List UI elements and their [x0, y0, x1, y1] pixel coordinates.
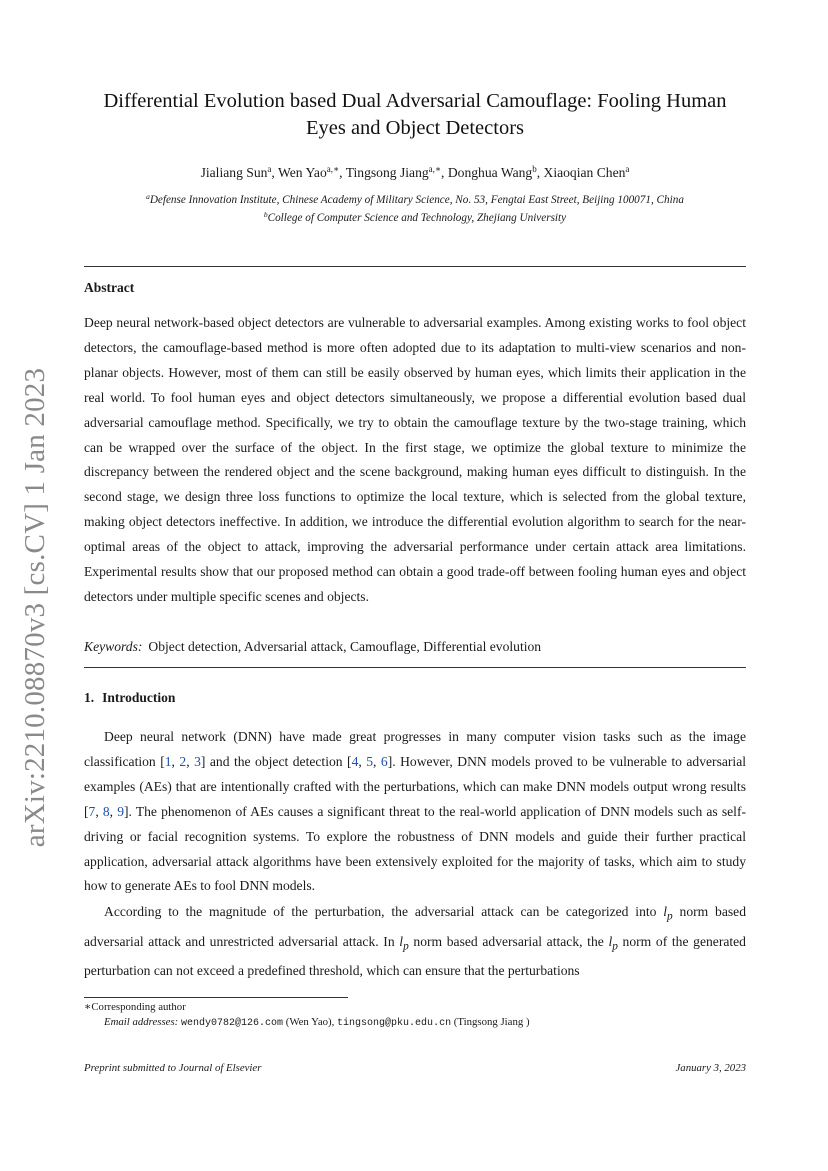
intro-paragraph-1: Deep neural network (DNN) have made great progresses in many computer vision tasks such as the image classification [1, 2, 3] and the object detection [4, 5, 6]. However, DNN models proved to be vulnerable to adversarial examples (AEs) that are intentionally crafted with the perturbations, which can make DNN models output wrong results [7, 8, 9]. The phenomenon of AEs causes a significant threat to the real-world application of DNN models such as self-driving or facial recognition systems. To explore the robustness of DNN models and guide their further practical application, adversarial attack algorithms have been extensively exploited for the majority of tasks, which aim to study how to generate AEs to fool DNN models.	[84, 729, 747, 894]
section-title: Introduction	[102, 690, 176, 705]
author-name: Jialiang Sun	[200, 165, 268, 180]
author-affil-mark: a	[625, 164, 630, 174]
text-run: norm of the generated perturbation can not exceed a predefined threshold, which can ensure that the perturbations	[84, 933, 746, 979]
footnote-emails	[84, 1015, 746, 1031]
citation-link[interactable]: 5	[366, 753, 374, 769]
text-run: ]. However, DNN models proved to be vulnerable to adversarial examples (AEs) that are intentionally crafted with the perturbations, which can make DNN models output wrong results [	[84, 753, 747, 819]
text-run: ]. The phenomenon of AEs causes a significant threat to the real-world application of DNN models such as self-driving or facial recognition systems. To explore the robustness of DNN models and guide their further practical application, adversarial attack algorithms have been extensively exploited for the majority of tasks, which aim to study how to generate AEs to fool DNN models.	[84, 803, 747, 894]
citation-link[interactable]: 9	[117, 803, 125, 819]
citation-link[interactable]: 7	[88, 803, 96, 819]
arxiv-identifier	[14, 367, 58, 848]
citation-link[interactable]: 3	[194, 753, 201, 769]
citation-link[interactable]: 6	[380, 753, 388, 769]
section-number: 1.	[84, 690, 95, 705]
citation-link[interactable]: 8	[102, 803, 110, 819]
affiliation-text: Defense Innovation Institute, Chinese Academy of Military Science, No. 53, Fengtai East Street, Beijing 100071, China	[149, 194, 684, 206]
author-name: Donghua Wang	[447, 165, 533, 180]
email-link[interactable]: wendy0782@126.com	[180, 1018, 284, 1029]
footer-preprint-note: Preprint submitted to Journal of Elsevier	[84, 1062, 262, 1074]
email-owner: (Wen Yao),	[285, 1016, 335, 1028]
title-line-2: Eyes and Object Detectors	[305, 117, 524, 139]
email-label: Email addresses:	[104, 1016, 179, 1028]
keywords-label: Keywords:	[84, 639, 143, 654]
author-name: Wen Yao	[277, 165, 327, 180]
title-line-1: Differential Evolution based Dual Adversarial Camouflage: Fooling Human	[103, 90, 727, 112]
author-name: Xiaoqian Chen	[543, 165, 626, 180]
affiliation-text: College of Computer Science and Technology, Zhejiang University	[267, 211, 567, 224]
math-norm: $l_p$	[663, 904, 673, 923]
footer-date: January 3, 2023	[675, 1062, 746, 1074]
intro-paragraph-2	[84, 900, 746, 984]
affiliation-list	[84, 190, 746, 225]
citation-link[interactable]: 4	[351, 753, 359, 769]
abstract-heading: Abstract	[84, 280, 135, 295]
footnote-corresponding: ∗Corresponding author	[84, 1001, 186, 1013]
affiliation-mark: b	[263, 209, 268, 219]
abstract-bottom-rule	[84, 667, 746, 668]
footnote	[84, 1000, 746, 1031]
email-link[interactable]: tingsong@pku.edu.cn	[337, 1018, 452, 1029]
citation-link[interactable]: 1	[164, 753, 172, 769]
paper-title	[84, 88, 746, 142]
section-heading-introduction	[84, 690, 175, 706]
affiliation-item	[84, 190, 746, 208]
author-affil-mark: a,∗	[428, 164, 442, 174]
keywords	[84, 637, 746, 657]
arxiv-identifier-text: arXiv:2210.08870v3 [cs.CV] 1 Jan 2023	[19, 367, 52, 848]
math-norm: $l_p$	[608, 933, 618, 953]
affiliation-mark: a	[146, 192, 150, 201]
affiliation-item	[84, 208, 746, 226]
email-owner: (Tingsong Jiang )	[453, 1016, 530, 1028]
author-affil-mark: a,∗	[326, 164, 340, 174]
text-run: norm based adversarial attack and unrestricted adversarial attack. In	[84, 904, 746, 949]
citation-link[interactable]: 2	[179, 753, 187, 769]
author-affil-mark: b	[532, 164, 537, 174]
keywords-text: Object detection, Adversarial attack, Camouflage, Differential evolution	[148, 639, 542, 654]
text-run: Deep neural network (DNN) have made great progresses in many computer vision tasks such as the image classification [	[84, 729, 746, 769]
text-run: According to the magnitude of the perturbation, the adversarial attack can be categorized into	[104, 904, 664, 919]
text-run: ] and the object detection [	[200, 753, 352, 769]
text-run: norm based adversarial attack, the	[408, 933, 609, 949]
footnote-rule	[84, 997, 348, 998]
author-affil-mark: a	[267, 164, 272, 174]
abstract-top-rule	[84, 266, 746, 267]
author-list: Jialiang Sun$^a$, Wen Yao$^{a,∗}$, Tingsong Jiang$^{a,∗}$, Donghua Wang$^b$, Xiaoqian Chen$^a$	[200, 164, 630, 180]
abstract-text: Deep neural network-based object detectors are vulnerable to adversarial examples. Among existing works to fool object detectors, the camouflage-based method is more often adopted due to its adaptation to multi-view scenarios and non-planar objects. However, most of them can still be easily observed by human eyes, which limits their application in the real world. To fool human eyes and object detectors simultaneously, we propose a differential evolution based dual adversarial camouflage method. Specifically, we try to obtain the camouflage texture by the two-stage training, which can be wrapped over the surface of the object. In the first stage, we optimize the global texture to minimize the discrepancy between the rendered object and the scene background, making human eyes difficult to distinguish. In the second stage, we design three loss functions to optimize the local texture, which is selected from the global texture, making object detectors ineffective. In addition, we introduce the differential evolution algorithm to search for the near-optimal areas of the object to attack, improving the adversarial performance under certain attack area limitations. Experimental results show that our proposed method can obtain a good trade-off between fooling human eyes and object detectors under multiple specific scenes and objects.	[84, 315, 746, 604]
math-norm: $l_p$	[399, 933, 409, 953]
author-name: Tingsong Jiang	[345, 165, 429, 180]
